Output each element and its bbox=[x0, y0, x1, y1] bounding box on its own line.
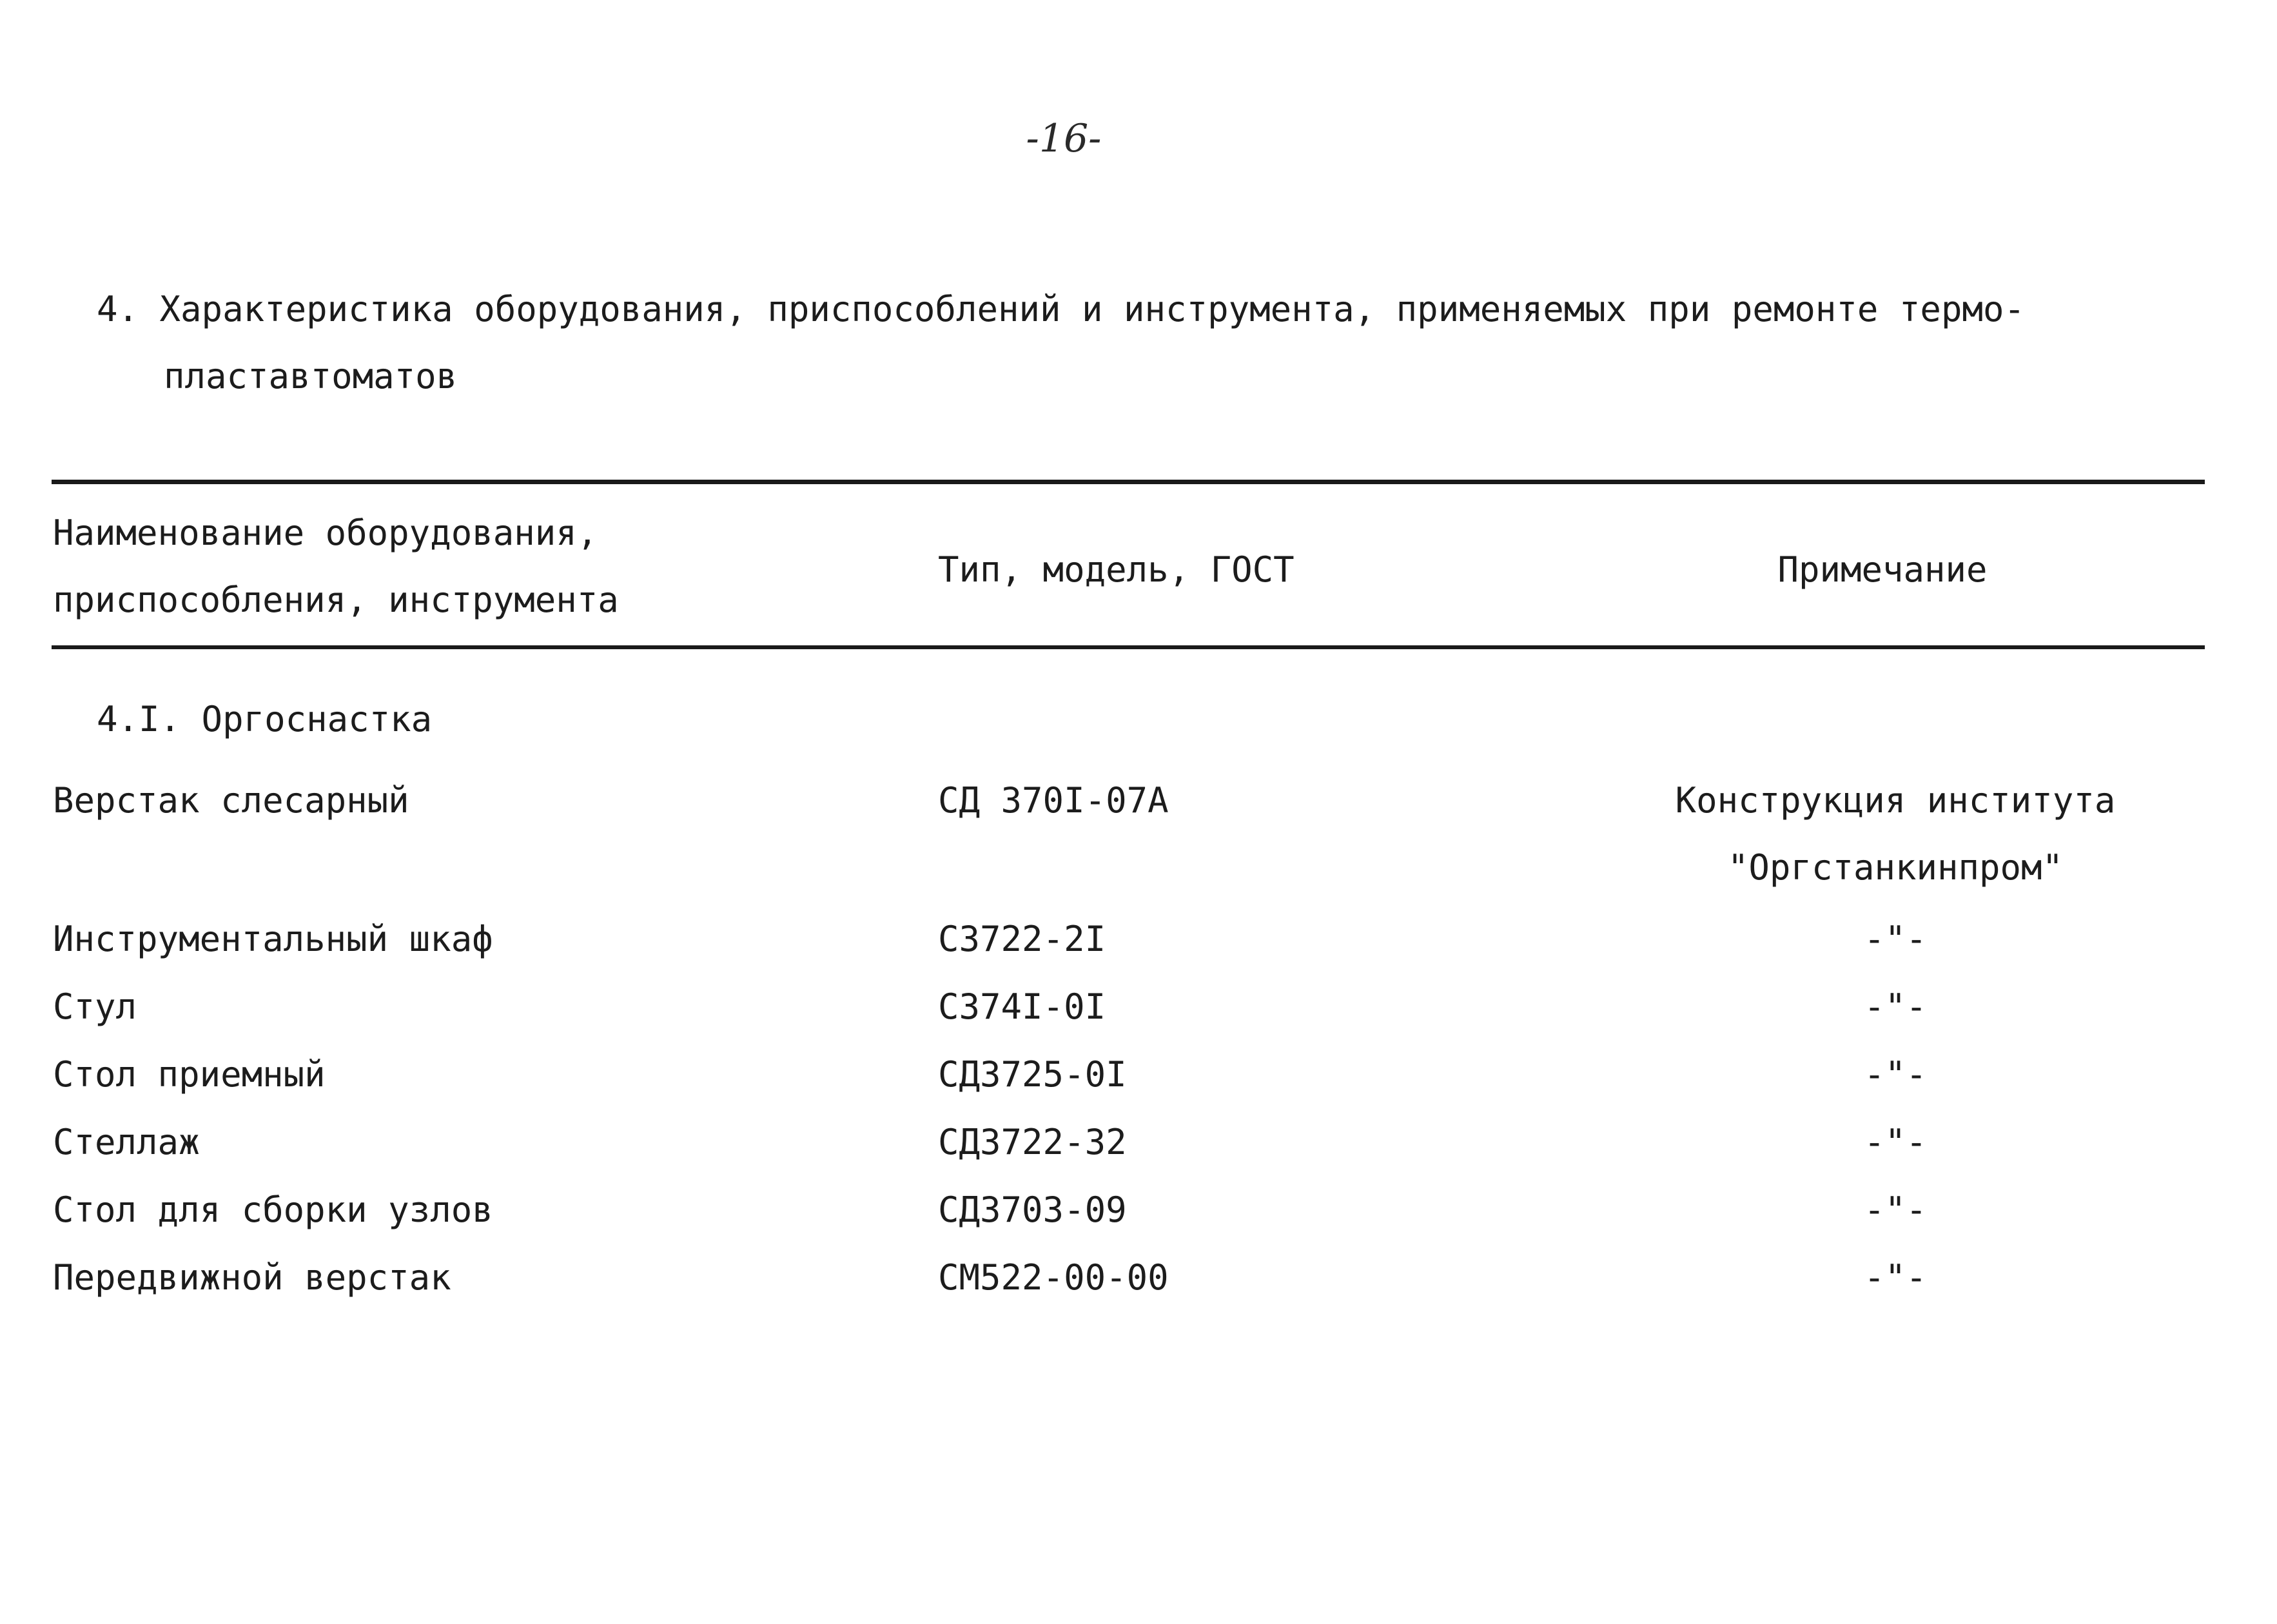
cell-note: -"- bbox=[1864, 1189, 1927, 1230]
cell-name: Стол приемный bbox=[53, 1054, 326, 1095]
cell-type: СД 370I-07А bbox=[938, 780, 1169, 821]
cell-name: Стул bbox=[53, 986, 137, 1027]
cell-note-line-1: Конструкция института bbox=[1675, 780, 2116, 821]
cell-type: СД3722-32 bbox=[938, 1122, 1127, 1162]
table-row bbox=[0, 973, 2277, 1041]
cell-name: Стеллаж bbox=[53, 1122, 200, 1162]
cell-note: -"- bbox=[1864, 919, 1927, 959]
cell-note: -"- bbox=[1864, 986, 1927, 1027]
cell-type: СД3703-09 bbox=[938, 1189, 1127, 1230]
cell-name: Передвижной верстак bbox=[53, 1257, 451, 1298]
table-row bbox=[0, 1109, 2277, 1176]
column-header-name bbox=[53, 500, 891, 634]
cell-name: Инструментальный шкаф bbox=[53, 919, 493, 959]
cell-type: С374I-0I bbox=[938, 986, 1106, 1027]
column-header-name-line-1: Наименование оборудования, bbox=[53, 513, 598, 553]
cell-type: СД3725-0I bbox=[938, 1054, 1127, 1095]
cell-type: С3722-2I bbox=[938, 919, 1106, 959]
section-heading bbox=[97, 276, 2160, 410]
cell-type: СМ522-00-00 bbox=[938, 1257, 1169, 1298]
table-row bbox=[0, 767, 2277, 888]
subsection-title: 4.I. Оргоснастка bbox=[97, 699, 433, 739]
table-row bbox=[0, 1244, 2277, 1311]
column-header-type: Тип, модель, ГОСТ bbox=[938, 549, 1295, 590]
table-row bbox=[0, 906, 2277, 973]
cell-note: -"- bbox=[1864, 1122, 1927, 1162]
cell-name: Стол для сборки узлов bbox=[53, 1189, 493, 1230]
cell-name: Верстак слесарный bbox=[53, 780, 409, 821]
cell-note: -"- bbox=[1864, 1257, 1927, 1298]
cell-note bbox=[1625, 767, 2166, 901]
table-row bbox=[0, 1041, 2277, 1108]
heading-line-2: пластавтоматов bbox=[164, 356, 458, 396]
table-top-rule bbox=[52, 480, 2205, 484]
cell-note-line-2: "Оргстанкинпром" bbox=[1727, 847, 2064, 888]
cell-note: -"- bbox=[1864, 1054, 1927, 1095]
column-header-name-line-2: приспособления, инструмента bbox=[53, 580, 619, 620]
table-header-rule bbox=[52, 645, 2205, 649]
column-header-note: Примечание bbox=[1777, 549, 1988, 590]
page-number: -16- bbox=[1026, 116, 1102, 161]
table-row bbox=[0, 1177, 2277, 1244]
heading-line-1: 4. Характеристика оборудования, приспособлений и инструмента, применяемых при ремонте термо- bbox=[97, 289, 2025, 329]
